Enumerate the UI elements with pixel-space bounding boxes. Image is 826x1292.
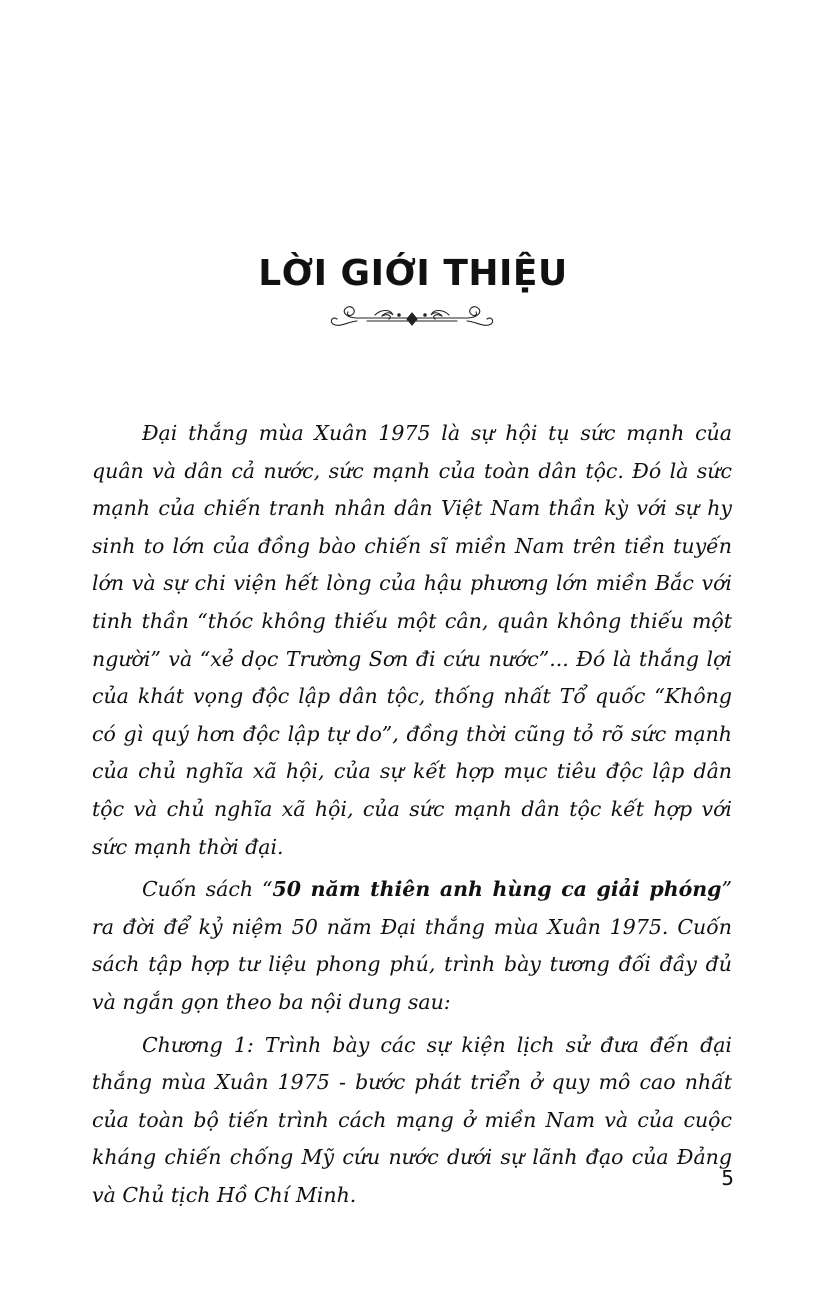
- paragraph-1: Đại thắng mùa Xuân 1975 là sự hội tụ sức mạnh của quân và dân cả nước, sức mạnh của toàn dân tộc. Đó là sức mạnh của chiến tranh nhân dân Việt Nam thần kỳ với sự hy sinh to lớn của đồng bào chiến sĩ miền Nam trên tiền tuyến lớn và sự chi viện hết lòng của hậu phương lớn miền Bắc với tinh thần “thóc không thiếu một cân, quân không thiếu một người” và “xẻ dọc Trường Sơn đi cứu nước”... Đó là thắng lợi của khát vọng độc lập dân tộc, thống nhất Tổ quốc “Không có gì quý hơn độc lập tự do”, đồng thời cũng tỏ rõ sức mạnh của chủ nghĩa xã hội, của sự kết hợp mục tiêu độc lập dân tộc và chủ nghĩa xã hội, của sức mạnh dân tộc kết hợp với sức mạnh thời đại.: [92, 421, 732, 859]
- body-text: [92, 415, 732, 1219]
- book-title: 50 năm thiên anh hùng ca giải phóng: [272, 877, 722, 902]
- page-number: 5: [721, 1166, 734, 1190]
- paragraph-2: [92, 871, 732, 1021]
- paragraph-2-prefix: Cuốn sách “: [142, 877, 273, 902]
- decorative-flourish-icon: [327, 304, 497, 332]
- paragraph-2-suffix: ” ra đời để kỷ niệm 50 năm Đại thắng mùa Xuân 1975. Cuốn sách tập hợp tư liệu phong phú, trình bày tương đối đầy đủ và ngắn gọn theo ba nội dung sau:: [92, 877, 732, 1014]
- page-title: LỜI GIỚI THIỆU: [258, 253, 568, 294]
- paragraph-3: Chương 1: Trình bày các sự kiện lịch sử đưa đến đại thắng mùa Xuân 1975 - bước phát triển ở quy mô cao nhất của toàn bộ tiến trình cách mạng ở miền Nam và của cuộc kháng chiến chống Mỹ cứu nước dưới sự lãnh đạo của Đảng và Chủ tịch Hồ Chí Minh.: [92, 1032, 732, 1207]
